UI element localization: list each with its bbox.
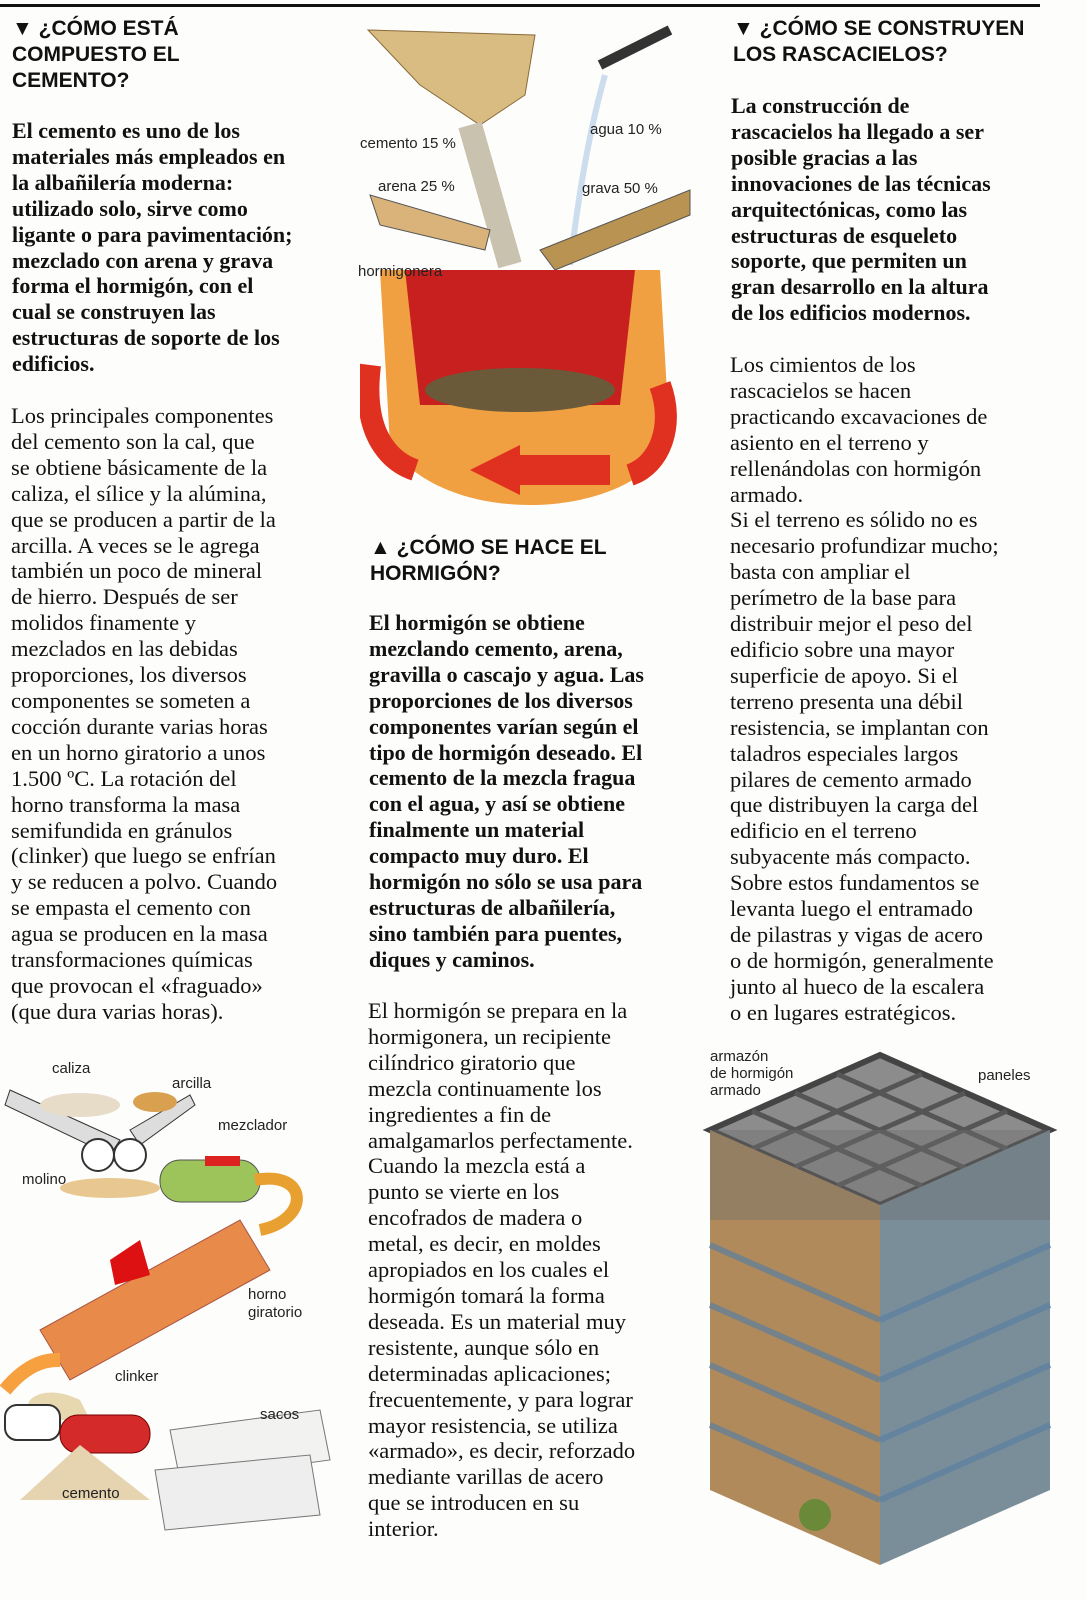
text-line: se obtiene básicamente de la <box>11 454 268 480</box>
text-line: hormigón tomará la forma <box>368 1282 605 1308</box>
text-line: cual se construyen las <box>12 299 216 325</box>
text-line: taladros especiales largos <box>730 740 959 766</box>
text-line: hormigón no sólo se usa para <box>369 869 643 895</box>
text-line: semifundida en gránulos <box>11 817 233 843</box>
text-line: proporciones, los diversos <box>11 662 247 688</box>
label-hormigonera: hormigonera <box>358 263 443 280</box>
text-line: basta con ampliar el <box>730 559 911 585</box>
text-line: que distribuyen la carga del <box>730 792 979 818</box>
text-line: armado. <box>730 481 804 507</box>
text-line: agua se producen en la masa <box>11 921 268 947</box>
text-line: frecuentemente, y para lograr <box>368 1386 633 1412</box>
label-clinker: clinker <box>115 1368 159 1385</box>
text-line: mezclado con arena y grava <box>12 247 274 273</box>
text-line: materiales más empleados en <box>12 143 286 169</box>
text-line: gran desarrollo en la altura <box>731 274 989 300</box>
text-line: terreno presenta una débil <box>730 688 964 714</box>
text-line: proporciones de los diversos <box>369 687 633 713</box>
text-line: ▼ ¿CÓMO ESTÁ <box>12 17 179 40</box>
heading-skyscrapers <box>733 16 1024 68</box>
text-line: diques y caminos. <box>369 946 535 972</box>
text-line: El hormigón se prepara en la <box>368 998 628 1023</box>
text-line: Si el terreno es sólido no es <box>730 507 978 533</box>
text-line: cilíndrico giratorio que <box>368 1049 576 1075</box>
text-line: finalmente un material <box>369 817 585 843</box>
label-armazon-line: armado <box>710 1082 761 1099</box>
label-armazon-line: armazón <box>710 1048 769 1065</box>
body-skyscrapers <box>730 352 999 1026</box>
text-line: con el agua, y así se obtiene <box>369 791 626 817</box>
text-line: de pilastras y vigas de acero <box>730 921 984 947</box>
text-line: componentes varían según el <box>369 713 639 739</box>
text-line: «armado», es decir, reforzado <box>368 1438 636 1464</box>
text-line: apropiados en los cuales el <box>368 1257 610 1283</box>
text-line: estructuras de soporte de los <box>12 325 280 351</box>
text-line: edificio en el terreno <box>730 818 917 844</box>
text-line: ligante o para pavimentación; <box>12 221 293 247</box>
text-line: componentes se someten a <box>11 687 251 713</box>
text-line: mezcla continuamente los <box>368 1075 602 1101</box>
body-cement <box>11 403 277 1025</box>
text-line: de hierro. Después de ser <box>11 584 238 610</box>
text-line: metal, es decir, en moldes <box>368 1231 601 1257</box>
text-line: del cemento son la cal, que <box>11 428 255 454</box>
text-line: tipo de hormigón deseado. El <box>369 739 643 765</box>
text-line: ▼ ¿CÓMO SE CONSTRUYEN <box>733 17 1025 40</box>
text-line: innovaciones de las técnicas <box>731 170 991 196</box>
intro-concrete <box>369 610 644 973</box>
text-line: asiento en el terreno y <box>730 429 929 455</box>
text-line: en un horno giratorio a unos <box>11 739 266 765</box>
label-giratorio: giratorio <box>248 1304 303 1321</box>
text-line: ▲ ¿CÓMO SE HACE EL <box>370 536 607 559</box>
text-line: se empasta el cemento con <box>11 895 251 921</box>
text-line: Los cimientos de los <box>730 352 916 377</box>
intro-skyscrapers <box>731 93 991 326</box>
text-line: rascacielos ha llegado a ser <box>731 118 984 144</box>
text-line: rascacielos se hacen <box>730 377 912 403</box>
label-agua-10: agua 10 % <box>590 121 662 138</box>
text-line: utilizado solo, sirve como <box>12 195 248 221</box>
text-line: horno transforma la masa <box>11 791 241 817</box>
text-line: gravilla o cascajo y agua. Las <box>369 661 644 687</box>
text-line: resistente, aunque sólo en <box>368 1334 600 1360</box>
text-line: molidos finamente y <box>11 610 196 636</box>
label-arcilla: arcilla <box>172 1075 212 1092</box>
text-line: posible gracias a las <box>731 144 918 170</box>
text-line: mayor resistencia, se utiliza <box>368 1412 618 1438</box>
text-line: practicando excavaciones de <box>730 403 988 429</box>
text-line: estructuras de albañilería, <box>369 894 616 920</box>
text-line: distribuir mejor el peso del <box>730 611 973 637</box>
text-line: COMPUESTO EL <box>12 43 180 66</box>
text-line: punto se vierte en los <box>368 1179 560 1205</box>
text-line: LOS RASCACIELOS? <box>733 43 948 66</box>
text-line: o de hormigón, generalmente <box>730 947 994 973</box>
text-line: deseada. Es un material muy <box>368 1308 627 1334</box>
label-paneles: paneles <box>978 1067 1031 1084</box>
text-line: rellenándolas con hormigón <box>730 455 982 481</box>
text-line: junto al hueco de la escalera <box>730 973 985 999</box>
text-line: perímetro de la base para <box>730 585 957 611</box>
label-sacos: sacos <box>260 1406 300 1423</box>
text-line: HORMIGÓN? <box>370 562 501 585</box>
text-line: superficie de apoyo. Si el <box>730 662 959 688</box>
label-horno: horno <box>248 1286 287 1303</box>
text-line: subyacente más compacto. <box>730 844 971 870</box>
text-line: determinadas aplicaciones; <box>368 1360 612 1386</box>
text-line: edificio sobre una mayor <box>730 636 955 662</box>
text-line: arquitectónicas, como las <box>731 196 968 222</box>
label-caliza: caliza <box>52 1060 91 1077</box>
intro-cement <box>12 118 293 377</box>
text-line: o en lugares estratégicos. <box>730 999 957 1025</box>
text-line: Sobre estos fundamentos se <box>730 870 980 896</box>
body-concrete <box>368 998 635 1542</box>
text-line: sino también para puentes, <box>369 920 623 946</box>
text-line: (clinker) que luego se enfrían <box>11 843 276 869</box>
text-line: encofrados de madera o <box>368 1205 583 1231</box>
heading-cement-composition <box>12 16 180 94</box>
label-grava-50: grava 50 % <box>582 180 658 197</box>
text-line: compacto muy duro. El <box>369 843 589 869</box>
text-line: que se producen a partir de la <box>11 506 276 532</box>
text-line: transformaciones químicas <box>11 947 253 973</box>
text-line: la albañilería moderna: <box>12 169 234 195</box>
text-line: hormigonera, un recipiente <box>368 1023 612 1049</box>
text-line: mezclando cemento, arena, <box>369 635 623 661</box>
text-line: forma el hormigón, con el <box>12 273 254 299</box>
label-molino: molino <box>22 1171 67 1188</box>
top-rule <box>0 4 1040 7</box>
text-line: interior. <box>368 1516 439 1542</box>
text-line: Cuando la mezcla está a <box>368 1153 586 1179</box>
text-line: estructuras de esqueleto <box>731 222 958 248</box>
label-cemento: cemento <box>62 1485 120 1502</box>
text-line: arcilla. A veces se le agrega <box>11 532 260 558</box>
heading-how-concrete-made <box>370 535 607 587</box>
text-line: caliza, el sílice y la alúmina, <box>11 480 267 506</box>
text-line: ingredientes a fin de <box>368 1101 552 1127</box>
label-armazon-line: de hormigón <box>710 1065 794 1082</box>
text-line: 1.500 ºC. La rotación del <box>11 765 237 791</box>
text-line: cemento de la mezcla fragua <box>369 765 636 791</box>
text-line: mezclados en las debidas <box>11 636 238 662</box>
text-line: levanta luego el entramado <box>730 896 974 922</box>
text-line: cocción durante varias horas <box>11 713 268 739</box>
text-line: (que dura varias horas). <box>11 998 224 1024</box>
label-mezclador: mezclador <box>218 1117 288 1134</box>
label-cemento-15: cemento 15 % <box>360 135 456 152</box>
text-line: que provocan el «fraguado» <box>11 972 263 998</box>
text-line: soporte, que permiten un <box>731 248 967 274</box>
text-line: y se reducen a polvo. Cuando <box>11 869 278 895</box>
text-line: edificios. <box>12 351 95 377</box>
text-line: de los edificios modernos. <box>731 300 971 326</box>
skyscraper-illustration <box>700 1045 1087 1570</box>
text-line: El cemento es uno de los <box>12 118 240 143</box>
text-line: necesario profundizar mucho; <box>730 533 999 559</box>
text-line: resistencia, se implantan con <box>730 714 989 740</box>
text-line: pilares de cemento armado <box>730 766 972 792</box>
label-arena-25: arena 25 % <box>378 178 455 195</box>
text-line: CEMENTO? <box>12 69 130 92</box>
text-line: amalgamarlos perfectamente. <box>368 1127 633 1153</box>
text-line: El hormigón se obtiene <box>369 610 585 635</box>
label-armazon <box>710 1048 793 1099</box>
text-line: que se introducen en su <box>368 1490 580 1516</box>
text-line: también un poco de mineral <box>11 558 263 584</box>
text-line: La construcción de <box>731 93 910 118</box>
text-line: mediante varillas de acero <box>368 1464 604 1490</box>
text-line: Los principales componentes <box>11 403 274 428</box>
